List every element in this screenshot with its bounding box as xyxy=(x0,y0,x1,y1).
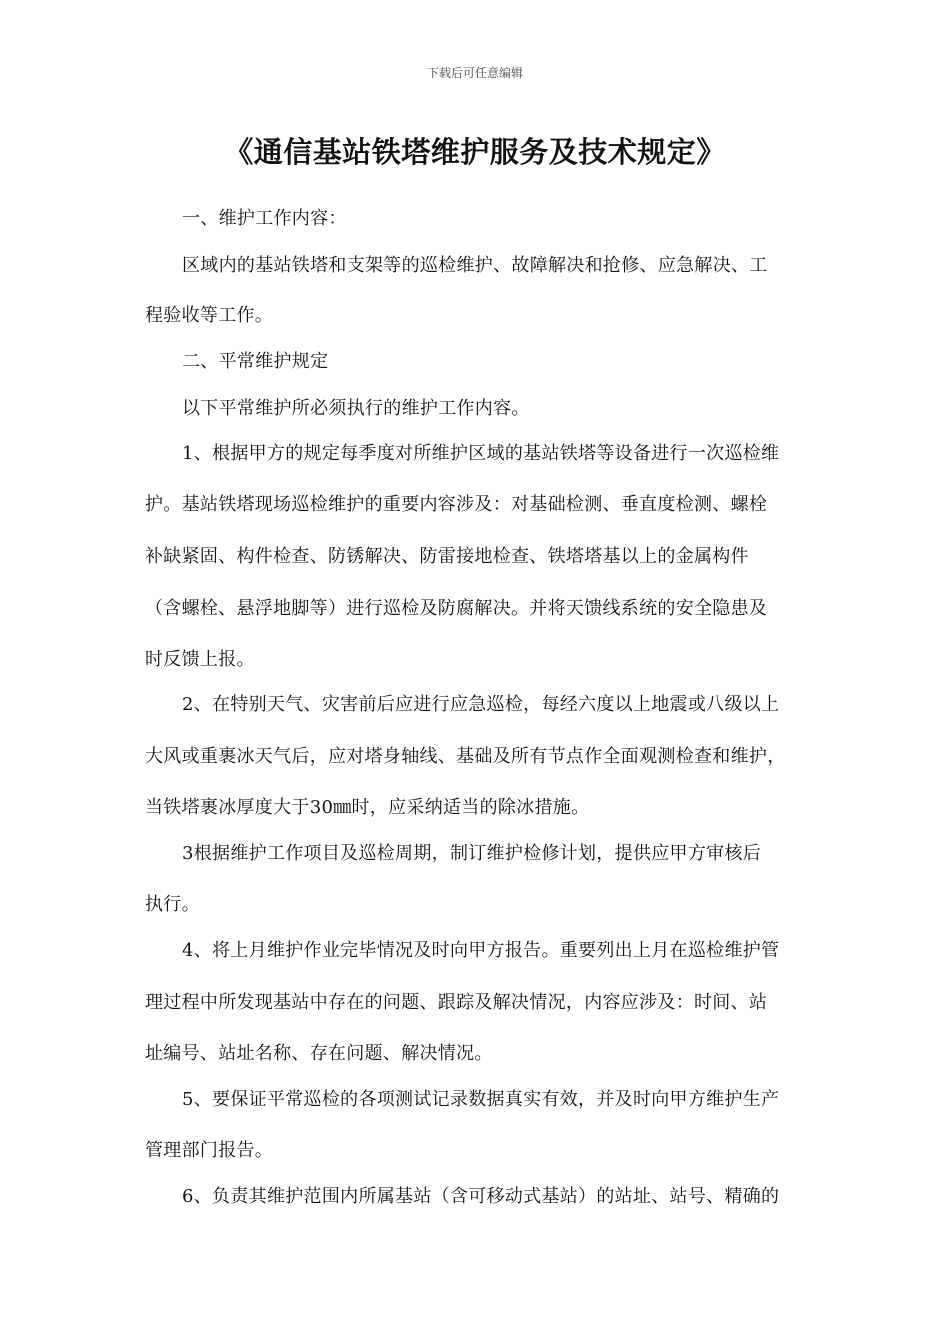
paragraph-line: 补缺紧固、构件检查、防锈解决、防雷接地检查、铁塔塔基以上的金属构件 xyxy=(145,546,749,567)
paragraph-line: 护。基站铁塔现场巡检维护的重要内容涉及：对基础检测、垂直度检测、螺栓 xyxy=(145,494,768,515)
paragraph-line: 时反馈上报。 xyxy=(145,649,255,670)
paragraph-line: 2、在特别天气、灾害前后应进行应急巡检，每经六度以上地震或八级以上 xyxy=(182,694,780,715)
paragraph-line: （含螺栓、悬浮地脚等）进行巡检及防腐解决。并将天馈线系统的安全隐患及 xyxy=(145,598,768,619)
paragraph-line: 区域内的基站铁塔和支架等的巡检维护、故障解决和抢修、应急解决、工 xyxy=(182,255,768,276)
paragraph-line: 址编号、站址名称、存在问题、解决情况。 xyxy=(145,1043,493,1064)
header-note: 下载后可任意编辑 xyxy=(426,66,523,80)
paragraph-line: 4、将上月维护作业完毕情况及时向甲方报告。重要列出上月在巡检维护管 xyxy=(182,940,780,961)
section-heading: 二、平常维护规定 xyxy=(182,351,329,372)
paragraph-line: 当铁塔裹冰厚度大于30㎜时，应采纳适当的除冰措施。 xyxy=(145,797,590,818)
paragraph-line: 理过程中所发现基站中存在的问题、跟踪及解决情况，内容应涉及：时间、站 xyxy=(145,992,768,1013)
paragraph-line: 以下平常维护所必须执行的维护工作内容。 xyxy=(182,398,530,419)
paragraph-line: 管理部门报告。 xyxy=(145,1140,274,1161)
paragraph-line: 程验收等工作。 xyxy=(145,305,274,326)
paragraph-line: 大风或重裹冰天气后，应对塔身轴线、基础及所有节点作全面观测检查和维护， xyxy=(145,746,786,767)
paragraph-line: 1、根据甲方的规定每季度对所维护区域的基站铁塔等设备进行一次巡检维 xyxy=(182,443,780,464)
paragraph-line: 5、要保证平常巡检的各项测试记录数据真实有效，并及时向甲方维护生产 xyxy=(182,1089,780,1110)
paragraph-line: 3根据维护工作项目及巡检周期，制订维护检修计划，提供应甲方审核后 xyxy=(182,843,762,864)
paragraph-line: 6、负责其维护范围内所属基站（含可移动式基站）的站址、站号、精确的 xyxy=(182,1186,780,1207)
section-heading: 一、维护工作内容： xyxy=(182,208,347,229)
document-title: 《通信基站铁塔维护服务及技术规定》 xyxy=(224,135,726,169)
paragraph-line: 执行。 xyxy=(145,894,200,915)
